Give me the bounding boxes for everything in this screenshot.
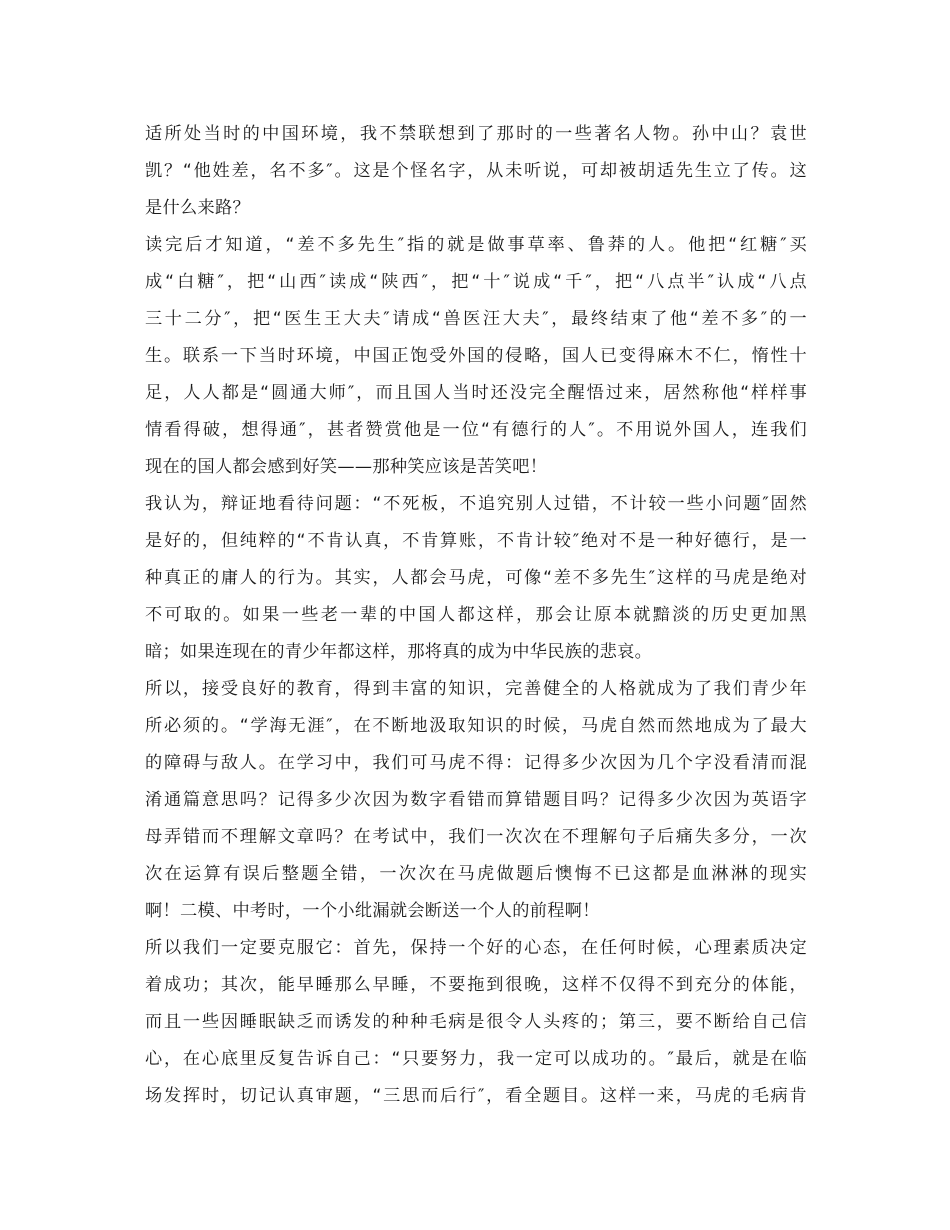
text-line: 场发挥时，切记认真审题，“三思而后行″，看全题目。这样一来，马虎的毛病肯 xyxy=(145,1086,807,1106)
text-line: 三十二分″，把“医生王大夫″请成“兽医汪大夫″，最终结束了他“差不多″的一 xyxy=(145,309,807,329)
text-line: 种真正的庸人的行为。其实，人都会马虎，可像“差不多先生″这样的马虎是绝对 xyxy=(145,568,807,588)
text-line: 心，在心底里反复告诉自己：“只要努力，我一定可以成功的。″最后，就是在临 xyxy=(145,1049,807,1069)
text-line: 读完后才知道，“差不多先生″指的就是做事草率、鲁莽的人。他把“红糖″买 xyxy=(145,235,807,255)
text-line: 生。联系一下当时环境，中国正饱受外国的侵略，国人已变得麻木不仁，惰性十 xyxy=(145,346,807,366)
text-line: 所以我们一定要克服它：首先，保持一个好的心态，在任何时候，心理素质决定 xyxy=(145,938,807,958)
text-line: 的障碍与敌人。在学习中，我们可马虎不得：记得多少次因为几个字没看清而混 xyxy=(145,753,807,773)
text-line: 所必须的。“学海无涯″，在不断地汲取知识的时候，马虎自然而然地成为了最大 xyxy=(145,716,807,736)
text-line: 是好的，但纯粹的“不肯认真，不肯算账，不肯计较″绝对不是一种好德行，是一 xyxy=(145,531,807,551)
text-line: 现在的国人都会感到好笑——那种笑应该是苦笑吧！ xyxy=(145,457,548,477)
text-line: 足，人人都是“圆通大师″，而且国人当时还没完全醒悟过来，居然称他“样样事 xyxy=(145,383,807,403)
text-line: 适所处当时的中国环境，我不禁联想到了那时的一些著名人物。孙中山？袁世 xyxy=(145,124,807,144)
text-line: 而且一些因睡眠缺乏而诱发的种种毛病是很令人头疼的；第三，要不断给自己信 xyxy=(145,1012,807,1032)
document-body xyxy=(145,116,807,1115)
text-line: 啊！二模、中考时，一个小纰漏就会断送一个人的前程啊！ xyxy=(145,901,600,921)
text-line: 凯？“他姓差，名不多″。这是个怪名字，从未听说，可却被胡适先生立了传。这 xyxy=(145,161,807,181)
text-line: 我认为，辩证地看待问题：“不死板，不追究别人过错，不计较一些小问题″固然 xyxy=(145,494,807,514)
text-line: 母弄错而不理解文章吗？在考试中，我们一次次在不理解句子后痛失多分，一次 xyxy=(145,827,807,847)
text-line: 不可取的。如果一些老一辈的中国人都这样，那会让原本就黯淡的历史更加黑 xyxy=(145,605,807,625)
text-line: 次在运算有误后整题全错，一次次在马虎做题后懊悔不已这都是血淋淋的现实 xyxy=(145,864,807,884)
text-line: 暗；如果连现在的青少年都这样，那将真的成为中华民族的悲哀。 xyxy=(145,642,653,662)
text-line: 所以，接受良好的教育，得到丰富的知识，完善健全的人格就成为了我们青少年 xyxy=(145,679,807,699)
text-line: 淆通篇意思吗？记得多少次因为数字看错而算错题目吗？记得多少次因为英语字 xyxy=(145,790,807,810)
text-line: 是什么来路？ xyxy=(145,198,250,218)
text-line: 情看得破，想得通″，甚者赞赏他是一位“有德行的人″。不用说外国人，连我们 xyxy=(145,420,807,440)
text-line: 成“白糖″，把“山西″读成“陕西″，把“十″说成“千″，把“八点半″认成“八点 xyxy=(145,272,807,292)
text-line: 着成功；其次，能早睡那么早睡，不要拖到很晚，这样不仅得不到充分的体能， xyxy=(145,975,807,995)
